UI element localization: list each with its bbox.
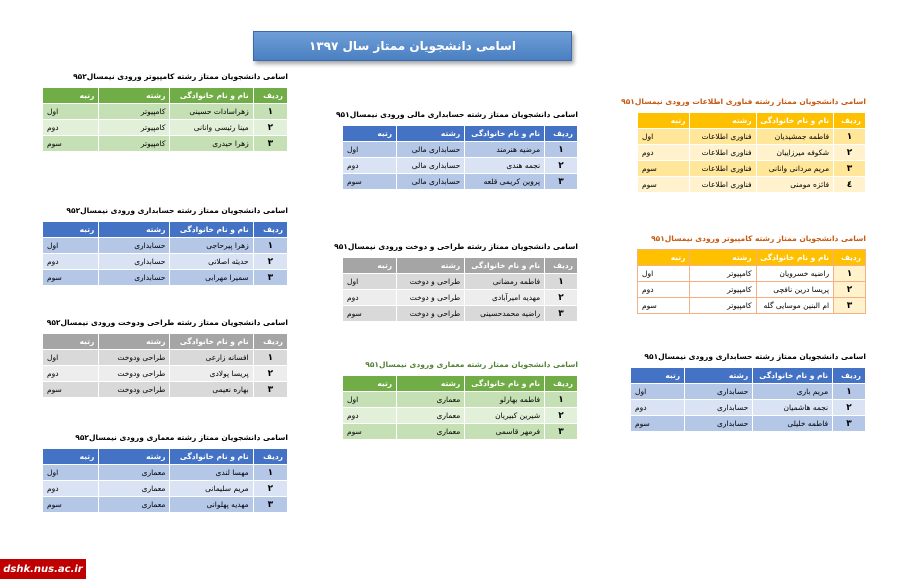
table-block-accounting-952 <box>42 206 288 286</box>
row-number: ۳ <box>834 298 866 314</box>
student-name: ام البنین موسایی گله <box>756 298 834 314</box>
student-name: سمیرا مهرابی <box>170 270 253 286</box>
field-of-study: طراحی و دوخت <box>397 274 465 290</box>
data-table <box>637 249 866 314</box>
field-of-study: حسابداری <box>685 416 753 432</box>
column-header: ردیف <box>253 449 287 465</box>
row-number: ۳ <box>253 270 287 286</box>
row-number: ۱ <box>253 238 287 254</box>
data-table <box>42 221 288 286</box>
field-of-study: کامپیوتر <box>99 120 170 136</box>
rank: سوم <box>343 424 397 440</box>
field-of-study: معماری <box>397 408 465 424</box>
rank: اول <box>343 392 397 408</box>
rank: دوم <box>43 254 99 270</box>
column-header: رتبه <box>43 449 99 465</box>
column-header: نام و نام خانوادگی <box>753 368 833 384</box>
student-name: مهدیه پهلوانی <box>170 497 253 513</box>
site-watermark: dshk.nus.ac.ir <box>0 559 86 579</box>
row-number: ۲ <box>253 366 287 382</box>
row-number: ۲ <box>545 158 578 174</box>
rank: سوم <box>638 298 690 314</box>
student-name: فاطمه بهارلو <box>465 392 545 408</box>
row-number: ۱ <box>834 129 866 145</box>
row-number: ۳ <box>545 424 578 440</box>
table-row <box>343 174 578 190</box>
field-of-study: طراحی ودوخت <box>99 350 170 366</box>
table-row <box>43 366 288 382</box>
column-header: رتبه <box>343 376 397 392</box>
column-header: ردیف <box>253 88 287 104</box>
table-row <box>343 306 578 322</box>
table-block-architecture-952 <box>42 433 288 513</box>
field-of-study: فناوری اطلاعات <box>690 161 756 177</box>
table-header-row <box>631 368 866 384</box>
column-header: رشته <box>397 126 465 142</box>
rank: دوم <box>638 282 690 298</box>
student-name: فاطمه رمضانی <box>465 274 545 290</box>
rank: اول <box>638 129 690 145</box>
table-row <box>43 382 288 398</box>
table-row <box>43 481 288 497</box>
table-header-row <box>43 334 288 350</box>
row-number: ۲ <box>545 290 578 306</box>
column-header: نام و نام خانوادگی <box>170 222 253 238</box>
student-name: فائزه مومنی <box>756 177 834 193</box>
table-row <box>43 254 288 270</box>
student-name: مرضیه هنرمند <box>465 142 545 158</box>
table-row <box>638 161 866 177</box>
rank: اول <box>631 384 685 400</box>
rank: اول <box>43 104 99 120</box>
column-header: ردیف <box>833 368 866 384</box>
row-number: ۳ <box>253 382 287 398</box>
table-header-row <box>43 88 288 104</box>
rank: سوم <box>638 177 690 193</box>
rank: دوم <box>631 400 685 416</box>
table-caption: اسامی دانشجویان ممتاز رشته طراحی و دوخت ورودی نیمسال۹۵۱ <box>334 242 578 251</box>
rank: اول <box>43 465 99 481</box>
table-row <box>631 416 866 432</box>
row-number: ۱ <box>253 350 287 366</box>
table-header-row <box>343 376 578 392</box>
student-name: پریسا درین نافچی <box>756 282 834 298</box>
table-block-it-951 <box>621 97 866 193</box>
column-header: رشته <box>99 449 170 465</box>
field-of-study: طراحی و دوخت <box>397 290 465 306</box>
rank: سوم <box>343 306 397 322</box>
column-header: رتبه <box>343 126 397 142</box>
table-row <box>638 129 866 145</box>
student-name: فاطمه خلیلی <box>753 416 833 432</box>
field-of-study: حسابداری <box>685 384 753 400</box>
data-table <box>42 333 288 398</box>
student-name: مریم باری <box>753 384 833 400</box>
field-of-study: حسابداری <box>99 238 170 254</box>
student-name: نجمه هندی <box>465 158 545 174</box>
field-of-study: کامپیوتر <box>690 282 756 298</box>
row-number: ۳ <box>834 161 866 177</box>
column-header: ردیف <box>834 250 866 266</box>
table-row <box>343 408 578 424</box>
table-caption: اسامی دانشجویان ممتاز رشته معماری ورودی نیمسال۹۵۱ <box>365 360 578 369</box>
table-header-row <box>43 449 288 465</box>
field-of-study: حسابداری <box>685 400 753 416</box>
table-block-computer-951 <box>637 234 866 314</box>
field-of-study: معماری <box>397 392 465 408</box>
data-table <box>42 87 288 152</box>
field-of-study: طراحی ودوخت <box>99 366 170 382</box>
table-block-finance-951 <box>335 110 578 190</box>
column-header: نام و نام خانوادگی <box>756 250 834 266</box>
rank: دوم <box>343 408 397 424</box>
rank: دوم <box>43 481 99 497</box>
rank: سوم <box>343 174 397 190</box>
column-header: ردیف <box>545 376 578 392</box>
table-caption: اسامی دانشجویان ممتاز رشته معماری ورودی نیمسال۹۵۲ <box>75 433 288 442</box>
column-header: ردیف <box>834 113 866 129</box>
field-of-study: حسابداری مالی <box>397 158 465 174</box>
row-number: ۲ <box>833 400 866 416</box>
rank: سوم <box>43 270 99 286</box>
student-name: بهاره نعیمی <box>170 382 253 398</box>
column-header: رتبه <box>638 113 690 129</box>
field-of-study: معماری <box>99 497 170 513</box>
rank: اول <box>638 266 690 282</box>
student-name: مهسا لندی <box>170 465 253 481</box>
data-table <box>342 257 578 322</box>
table-row <box>43 465 288 481</box>
field-of-study: فناوری اطلاعات <box>690 177 756 193</box>
field-of-study: فناوری اطلاعات <box>690 129 756 145</box>
rank: دوم <box>43 120 99 136</box>
column-header: رتبه <box>43 222 99 238</box>
table-row <box>343 290 578 306</box>
row-number: ۲ <box>253 481 287 497</box>
field-of-study: حسابداری <box>99 254 170 270</box>
table-header-row <box>638 250 866 266</box>
table-row <box>631 400 866 416</box>
table-header-row <box>43 222 288 238</box>
rank: دوم <box>638 145 690 161</box>
row-number: ۳ <box>545 306 578 322</box>
student-name: شیرین کبیریان <box>465 408 545 424</box>
table-caption: اسامی دانشجویان ممتاز رشته حسابداری مالی ورودی نیمسال۹۵۱ <box>335 110 578 119</box>
field-of-study: حسابداری مالی <box>397 142 465 158</box>
student-name: پریسا پولادی <box>170 366 253 382</box>
column-header: نام و نام خانوادگی <box>170 88 253 104</box>
row-number: ۳ <box>833 416 866 432</box>
table-row <box>638 298 866 314</box>
table-row <box>43 238 288 254</box>
rank: اول <box>43 350 99 366</box>
rank: اول <box>43 238 99 254</box>
field-of-study: معماری <box>397 424 465 440</box>
table-row <box>43 136 288 152</box>
table-block-sewing-952 <box>42 318 288 398</box>
rank: سوم <box>43 136 99 152</box>
table-block-accounting-951 <box>630 352 866 432</box>
column-header: نام و نام خانوادگی <box>756 113 834 129</box>
rank: سوم <box>43 497 99 513</box>
table-row <box>343 158 578 174</box>
column-header: نام و نام خانوادگی <box>170 334 253 350</box>
table-row <box>638 145 866 161</box>
field-of-study: طراحی ودوخت <box>99 382 170 398</box>
row-number: ۱ <box>833 384 866 400</box>
table-caption: اسامی دانشجویان ممتاز رشته حسابداری ورودی نیمسال۹۵۲ <box>66 206 288 215</box>
rank: دوم <box>43 366 99 382</box>
column-header: رشته <box>397 258 465 274</box>
page-title: اسامی دانشجویان ممتاز سال ۱۳۹۷ <box>253 31 572 61</box>
row-number: ۲ <box>545 408 578 424</box>
row-number: ۳ <box>253 497 287 513</box>
table-header-row <box>343 258 578 274</box>
row-number: ۲ <box>834 282 866 298</box>
row-number: ۲ <box>253 254 287 270</box>
table-row <box>43 104 288 120</box>
table-row <box>631 384 866 400</box>
field-of-study: معماری <box>99 465 170 481</box>
data-table <box>342 125 578 190</box>
data-table <box>342 375 578 440</box>
table-caption: اسامی دانشجویان ممتاز رشته کامپیوتر ورودی نیمسال۹۵۲ <box>73 72 288 81</box>
table-row <box>343 392 578 408</box>
table-row <box>343 424 578 440</box>
column-header: رتبه <box>631 368 685 384</box>
table-row <box>43 350 288 366</box>
table-block-sewing-951 <box>334 242 578 322</box>
data-table <box>42 448 288 513</box>
table-row <box>638 266 866 282</box>
column-header: نام و نام خانوادگی <box>170 449 253 465</box>
row-number: ۳ <box>545 174 578 190</box>
field-of-study: کامپیوتر <box>690 298 756 314</box>
table-row <box>43 120 288 136</box>
student-name: مهدیه امیرآبادی <box>465 290 545 306</box>
rank: اول <box>343 274 397 290</box>
student-name: مریم سلیمانی <box>170 481 253 497</box>
column-header: رتبه <box>43 88 99 104</box>
field-of-study: حسابداری <box>99 270 170 286</box>
column-header: رشته <box>99 334 170 350</box>
student-name: راضیه محمدحسینی <box>465 306 545 322</box>
column-header: رشته <box>99 88 170 104</box>
row-number: ٤ <box>834 177 866 193</box>
column-header: نام و نام خانوادگی <box>465 376 545 392</box>
row-number: ۱ <box>253 104 287 120</box>
field-of-study: طراحی و دوخت <box>397 306 465 322</box>
table-header-row <box>638 113 866 129</box>
rank: دوم <box>343 158 397 174</box>
table-caption: اسامی دانشجویان ممتاز رشته طراحی ودوخت ورودی نیمسال۹۵۲ <box>46 318 288 327</box>
row-number: ۱ <box>545 274 578 290</box>
column-header: رتبه <box>43 334 99 350</box>
student-name: مریم مردانی وانانی <box>756 161 834 177</box>
student-name: افسانه زارعی <box>170 350 253 366</box>
row-number: ۳ <box>253 136 287 152</box>
rank: اول <box>343 142 397 158</box>
rank: سوم <box>631 416 685 432</box>
table-caption: اسامی دانشجویان ممتاز رشته حسابداری ورودی نیمسال۹۵۱ <box>644 352 866 361</box>
column-header: رشته <box>690 113 756 129</box>
student-name: پروین کریمی قلعه <box>465 174 545 190</box>
row-number: ۱ <box>253 465 287 481</box>
student-name: فاطمه جمشیدیان <box>756 129 834 145</box>
column-header: رشته <box>690 250 756 266</box>
table-header-row <box>343 126 578 142</box>
table-row <box>43 270 288 286</box>
student-name: زهرا حیدری <box>170 136 253 152</box>
column-header: رشته <box>397 376 465 392</box>
table-block-architecture-951 <box>342 360 578 440</box>
table-row <box>638 177 866 193</box>
row-number: ۲ <box>834 145 866 161</box>
table-row <box>343 274 578 290</box>
table-caption: اسامی دانشجویان ممتاز رشته فناوری اطلاعات ورودی نیمسال۹۵۱ <box>621 97 866 106</box>
data-table <box>630 367 866 432</box>
student-name: حدیثه اصلانی <box>170 254 253 270</box>
field-of-study: کامپیوتر <box>690 266 756 282</box>
table-row <box>43 497 288 513</box>
table-caption: اسامی دانشجویان ممتاز رشته کامپیوتر ورودی نیمسال۹۵۱ <box>651 234 866 243</box>
student-name: راضیه خسرویان <box>756 266 834 282</box>
student-name: فرمهر قاسمی <box>465 424 545 440</box>
row-number: ۱ <box>834 266 866 282</box>
row-number: ۲ <box>253 120 287 136</box>
column-header: رشته <box>685 368 753 384</box>
rank: سوم <box>43 382 99 398</box>
table-block-computer-952 <box>42 72 288 152</box>
column-header: نام و نام خانوادگی <box>465 258 545 274</box>
field-of-study: حسابداری مالی <box>397 174 465 190</box>
data-table <box>637 112 866 193</box>
table-row <box>638 282 866 298</box>
rank: سوم <box>638 161 690 177</box>
field-of-study: معماری <box>99 481 170 497</box>
field-of-study: کامپیوتر <box>99 104 170 120</box>
student-name: شکوفه میرزاییان <box>756 145 834 161</box>
column-header: ردیف <box>545 126 578 142</box>
student-name: زهراسادات حسینی <box>170 104 253 120</box>
student-name: نجمه هاشمیان <box>753 400 833 416</box>
column-header: رتبه <box>343 258 397 274</box>
column-header: رتبه <box>638 250 690 266</box>
field-of-study: کامپیوتر <box>99 136 170 152</box>
rank: دوم <box>343 290 397 306</box>
column-header: ردیف <box>253 222 287 238</box>
field-of-study: فناوری اطلاعات <box>690 145 756 161</box>
row-number: ۱ <box>545 142 578 158</box>
column-header: ردیف <box>545 258 578 274</box>
column-header: ردیف <box>253 334 287 350</box>
student-name: زهرا پیرحاجی <box>170 238 253 254</box>
column-header: رشته <box>99 222 170 238</box>
column-header: نام و نام خانوادگی <box>465 126 545 142</box>
table-row <box>343 142 578 158</box>
row-number: ۱ <box>545 392 578 408</box>
student-name: مینا رئیسی وانانی <box>170 120 253 136</box>
